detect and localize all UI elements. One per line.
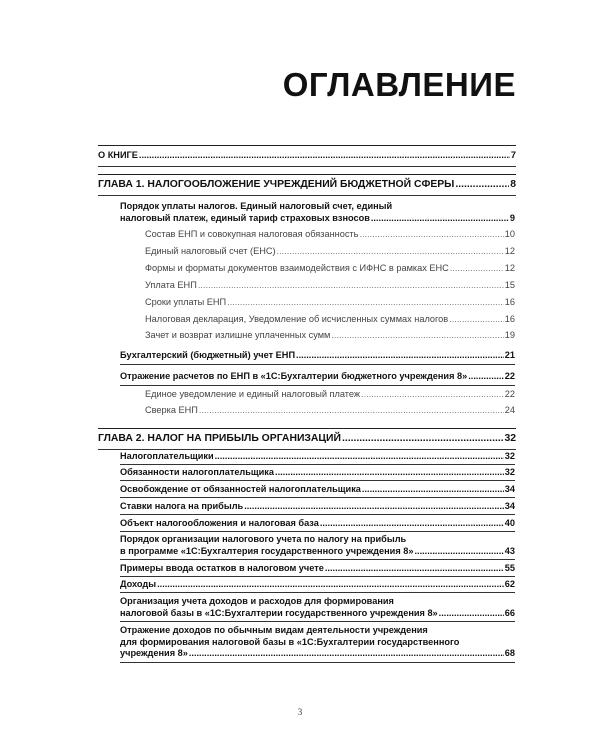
toc-subentry[interactable]: Формы и форматы документов взаимодействия с ИФНС в рамках ЕНС ..... 12: [145, 263, 515, 275]
toc-subentry[interactable]: Единое уведомление и единый налоговый платеж ..... 22: [145, 389, 515, 401]
page-title: ОГЛАВЛЕНИЕ: [282, 66, 516, 103]
toc-entry[interactable]: Обязанности налогоплательщика ..... 32: [120, 467, 515, 479]
toc-entry[interactable]: Отражение доходов по обычным видам деятельности учреждения для формирования налоговой базы в «1С:Бухгалтерии государственного учреждения 8» ..... 68: [120, 625, 515, 660]
toc-entry[interactable]: Объект налогообложения и налоговая база ..... 40: [120, 518, 515, 530]
divider: [120, 364, 515, 365]
divider: [120, 480, 515, 481]
toc-entry[interactable]: Отражение расчетов по ЕНП в «1С:Бухгалтерии бюджетного учреждения 8» ..... 22: [120, 371, 515, 383]
divider: [120, 531, 515, 532]
toc-page-number: 32: [504, 433, 516, 444]
toc-page-number: 55: [504, 563, 515, 573]
toc-entry[interactable]: Ставки налога на прибыль ..... 34: [120, 501, 515, 513]
toc-page-number: 34: [504, 484, 515, 494]
toc-page-number: 34: [504, 501, 515, 511]
divider: [120, 621, 515, 622]
toc-subentry[interactable]: Единый налоговый счет (ЕНС) ..... 12: [145, 246, 515, 258]
toc-entry[interactable]: Освобождение от обязанностей налогоплательщика ..... 34: [120, 484, 515, 496]
toc-page-number: 40: [504, 518, 515, 528]
page-number: 3: [297, 707, 303, 717]
toc-page-number: 24: [504, 405, 515, 415]
toc-page-number: 7: [510, 150, 516, 160]
toc-entry[interactable]: Организация учета доходов и расходов для формирования налоговой базы в «1С:Бухгалтерии государственного учреждения 8» ..... 66: [120, 596, 515, 619]
divider: [98, 449, 516, 450]
toc-subentry[interactable]: Сверка ЕНП ..... 24: [145, 405, 515, 417]
toc-entry[interactable]: Доходы ..... 62: [120, 579, 515, 591]
toc-subentry[interactable]: Сроки уплаты ЕНП ..... 16: [145, 297, 515, 309]
toc-page-number: 16: [504, 297, 515, 307]
divider: [120, 576, 515, 577]
toc-page-number: 22: [504, 389, 515, 399]
divider: [120, 514, 515, 515]
toc-entry[interactable]: Налогоплательщики ..... 32: [120, 451, 515, 463]
divider: [120, 497, 515, 498]
divider: [98, 145, 516, 146]
divider: [98, 195, 516, 196]
toc-chapter-entry[interactable]: ГЛАВА 2. НАЛОГ НА ПРИБЫЛЬ ОРГАНИЗАЦИЙ ..... 32: [98, 433, 516, 445]
toc-page-number: 68: [504, 648, 515, 658]
toc-page-number: 16: [504, 314, 515, 324]
divider: [120, 662, 515, 663]
toc-entry[interactable]: О КНИГЕ ..... 7: [98, 150, 516, 162]
toc-subentry[interactable]: Налоговая декларация, Уведомление об исчисленных суммах налогов ..... 16: [145, 314, 515, 326]
toc-page-number: 8: [510, 179, 516, 190]
toc-page-number: 21: [504, 350, 515, 360]
toc-page-number: 32: [504, 451, 515, 461]
toc-page-number: 32: [504, 467, 515, 477]
divider: [98, 166, 516, 167]
toc-page-number: 62: [504, 579, 515, 589]
divider: [120, 464, 515, 465]
toc-entry[interactable]: Примеры ввода остатков в налоговом учете ..... 55: [120, 563, 515, 575]
toc-entry[interactable]: Порядок организации налогового учета по налогу на прибыль в программе «1С:Бухгалтерия государственного учреждения 8» ..... 43: [120, 534, 515, 557]
toc-page-number: 15: [504, 280, 515, 290]
toc-page-number: 43: [504, 545, 515, 556]
toc-page-number: 9: [509, 212, 515, 223]
toc-subentry[interactable]: Состав ЕНП и совокупная налоговая обязанность ..... 10: [145, 229, 515, 241]
toc-page-number: 12: [504, 263, 515, 273]
toc-page-number: 12: [504, 246, 515, 256]
toc-page-number: 19: [504, 330, 515, 340]
divider: [98, 174, 516, 175]
toc-subentry[interactable]: Зачет и возврат излишне уплаченных сумм ..... 19: [145, 330, 515, 342]
divider: [120, 559, 515, 560]
toc-entry[interactable]: Порядок уплаты налогов. Единый налоговый счет, единый налоговый платеж, единый тариф страховых взносов ..... 9: [120, 201, 515, 224]
toc-entry[interactable]: Бухгалтерский (бюджетный) учет ЕНП ..... 21: [120, 350, 515, 362]
toc-chapter-entry[interactable]: ГЛАВА 1. НАЛОГООБЛОЖЕНИЕ УЧРЕЖДЕНИЙ БЮДЖЕТНОЙ СФЕРЫ ..... 8: [98, 179, 516, 191]
toc-page-number: 22: [504, 371, 515, 381]
divider: [120, 385, 515, 386]
toc-subentry[interactable]: Уплата ЕНП ..... 15: [145, 280, 515, 292]
toc-page-number: 66: [504, 607, 515, 618]
toc-page-number: 10: [504, 229, 515, 239]
divider: [98, 428, 516, 429]
divider: [120, 592, 515, 593]
